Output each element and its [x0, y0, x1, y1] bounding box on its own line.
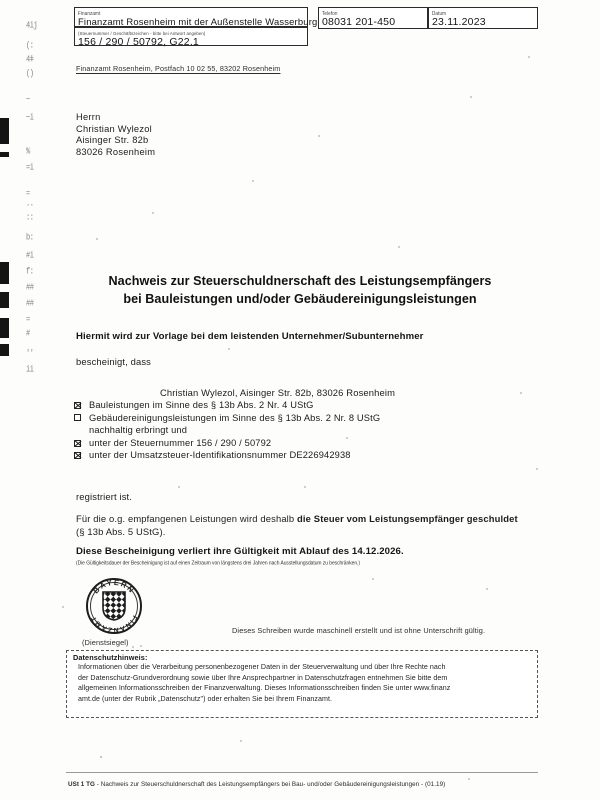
footer-divider [66, 772, 538, 773]
checkbox-label-bauleistungen: Bauleistungen im Sinne des § 13b Abs. 2 Nr. 4 UStG [89, 400, 314, 410]
bescheinigt-paragraph: bescheinigt, dass [76, 356, 151, 367]
steuerschuld-paragraph [76, 512, 528, 538]
steuerschuld-suffix: (§ 13b Abs. 5 UStG). [76, 526, 166, 537]
datum-label: Datum [432, 9, 447, 16]
validity-statement: Diese Bescheinigung verliert ihre Gültigkeit mit Ablauf des 14.12.2026. [76, 546, 404, 557]
datenschutz-title: Datenschutzhinweis: [73, 653, 148, 662]
recipient-name: Christian Wylezol [76, 123, 152, 134]
telefon-label: Telefon [322, 9, 338, 16]
footer-code: USt 1 TG [68, 781, 95, 788]
footer-description: - Nachweis zur Steuerschuldnerschaft des Leistungsempfängers bei Bau- und/oder Gebäudereinigungsleistungen - (01.19) [95, 781, 446, 788]
dienstsiegel-icon [86, 578, 142, 634]
page-title [60, 272, 540, 308]
list-item[interactable] [74, 449, 534, 462]
validity-footnote: (Die Gültigkeitsdauer der Bescheinigung ist auf einen Zeitraum von längstens drei Jahren nach Ausstellungsdatum zu beschränken.) [76, 561, 360, 567]
recipient-street: Aisinger Str. 82b [76, 135, 149, 146]
conditions-checkbox-list [74, 399, 534, 462]
registriert-paragraph: registriert ist. [76, 491, 133, 502]
sender-return-address: Finanzamt Rosenheim, Postfach 10 02 55, 83202 Rosenheim [76, 64, 281, 73]
list-item[interactable] [74, 399, 534, 412]
datenschutz-line-2: der Datenschutz-Grundverordnung sowie über Ihre Ansprechpartner in Datenschutzfragen entnehmen Sie bitte dem [78, 673, 448, 682]
telefon-box [318, 7, 428, 29]
checkbox-steuernummer[interactable] [74, 440, 81, 447]
title-line-1: Nachweis zur Steuerschuldnerschaft des Leistungsempfängers [108, 274, 492, 288]
svg-text:BAYERN: BAYERN [91, 577, 137, 596]
subject-name-line: Christian Wylezol, Aisinger Str. 82b, 83026 Rosenheim [160, 387, 396, 398]
checkbox-label-steuernummer: unter der Steuernummer 156 / 290 / 50792 [89, 437, 272, 448]
recipient-address-block [76, 112, 155, 158]
bavaria-shield-icon [102, 591, 126, 621]
telefon-value: 08031 201-450 [322, 15, 396, 28]
list-item[interactable] [74, 412, 534, 425]
finanzamt-box [74, 7, 318, 27]
official-seal-area [82, 577, 202, 647]
checkbox-sub-text-nachhaltig: nachhaltig erbringt und [89, 425, 188, 436]
title-line-2: bei Bauleistungen und/oder Gebäudereinigungsleistungen [123, 292, 477, 306]
checkbox-ust-id[interactable] [74, 452, 81, 459]
footer-form-code [68, 781, 445, 788]
machine-generated-note: Dieses Schreiben wurde maschinell erstellt und ist ohne Unterschrift gültig. [232, 626, 486, 635]
checkbox-gebaeudereinigung[interactable] [74, 414, 81, 421]
steuerschuld-emphasis: die Steuer vom Leistungsempfänger geschuldet [297, 513, 518, 524]
datenschutz-line-3: allgemeinen Informationsschreiben der Finanzverwaltung. Dieses Informationsschreiben finden Sie unter www.finanz [78, 684, 451, 693]
datum-value: 23.11.2023 [432, 15, 486, 28]
steuernummer-box [74, 27, 308, 46]
steuernummer-value: 156 / 290 / 50792, G22.1 [78, 35, 199, 48]
svg-text:FINANZAMT: FINANZAMT [90, 614, 138, 634]
datenschutz-line-4: amt.de (unter der Rubrik „Datenschutz") oder erhalten Sie bei Ihrem Finanzamt. [78, 694, 333, 703]
intro-paragraph: Hiermit wird zur Vorlage bei dem leistenden Unternehmer/Subunternehmer [76, 331, 424, 342]
checkbox-label-gebaeudereinigung: Gebäudereinigungsleistungen im Sinne des § 13b Abs. 2 Nr. 8 UStG [89, 412, 381, 423]
steuernummer-label: (Steuernummer / Geschäftszeichen - bitte bei Antwort angeben) [78, 29, 206, 36]
recipient-city: 83026 Rosenheim [76, 146, 156, 157]
finanzamt-value: Finanzamt Rosenheim mit der Außenstelle Wasserburg [78, 15, 318, 27]
datum-box [428, 7, 538, 29]
list-item[interactable] [74, 437, 534, 450]
recipient-salutation: Herrn [76, 112, 101, 122]
datenschutz-line-1: Informationen über die Verarbeitung personenbezogener Daten in der Steuerverwaltung und über Ihre Rechte nach [78, 663, 446, 671]
checkbox-label-ust-id: unter der Umsatzsteuer-Identifikationsnummer DE226942938 [89, 450, 351, 461]
dienstsiegel-caption: (Dienstsiegel) [82, 638, 129, 647]
datenschutz-box [66, 650, 538, 718]
scan-margin-artifacts: 4ij (: 4ǂ () ~ ~i % =i = ·· :: b: #i f: ## ## = # '' ii [0, 0, 60, 800]
checkbox-bauleistungen[interactable] [74, 402, 81, 409]
finanzamt-label: Finanzamt [78, 9, 101, 16]
steuerschuld-prefix: Für die o.g. empfangenen Leistungen wird deshalb [76, 513, 298, 524]
